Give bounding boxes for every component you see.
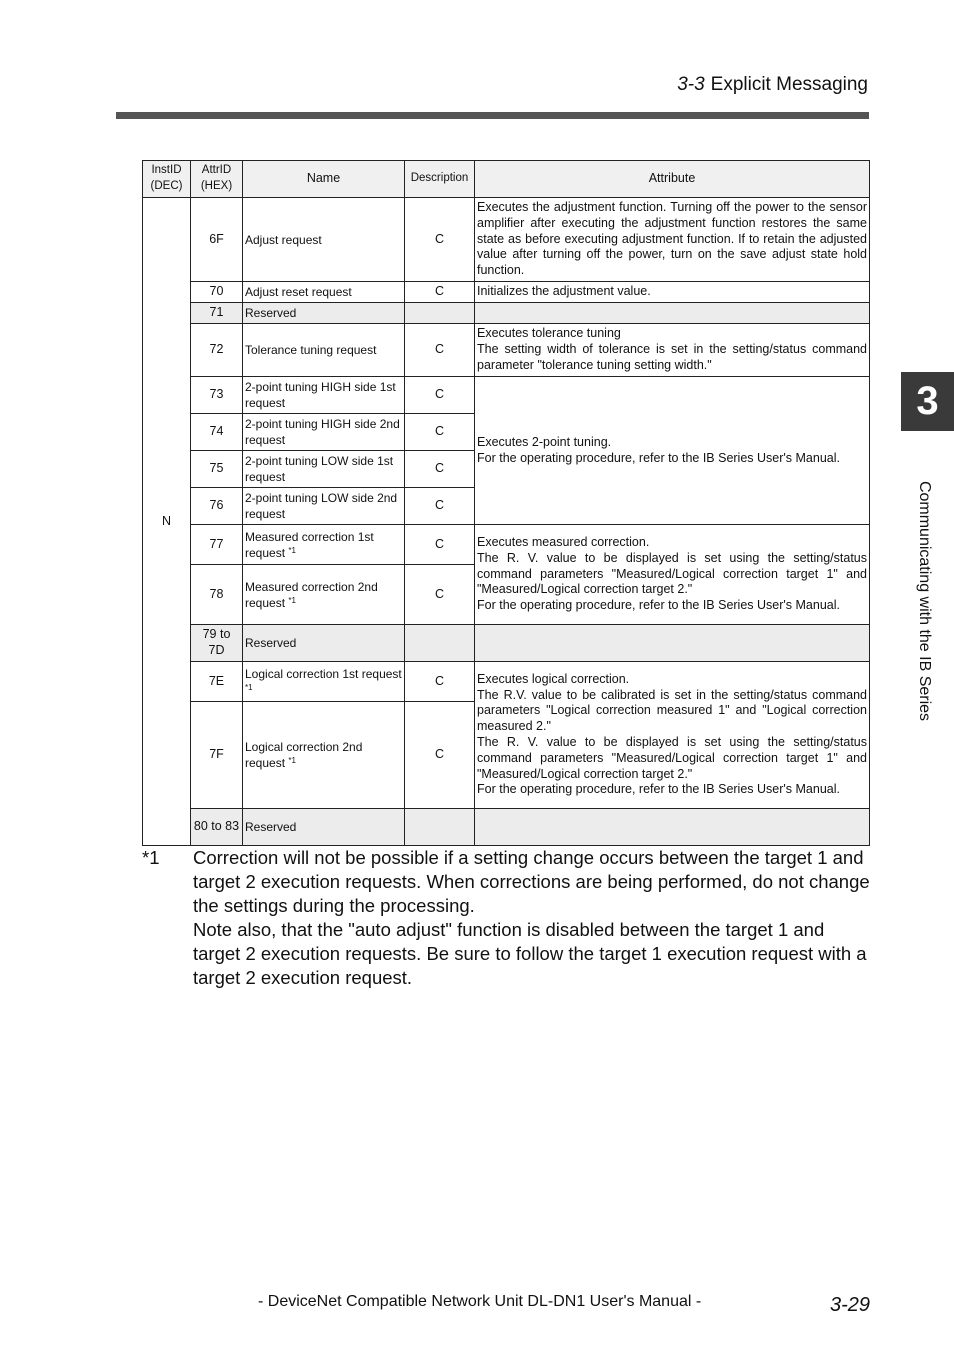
- attrid-cell: 73: [191, 377, 243, 414]
- footnote-text: Correction will not be possible if a setting change occurs between the target 1 and target 2 execution requests. When corrections are being performed, do not change the settings during the processing. Note also, that the "auto adjust" function is disabled between the target 1 and target 2 execution requests. Be sure to follow the target 1 execution request with a target 2 execution request.: [193, 847, 870, 988]
- desc-cell: C: [405, 662, 475, 702]
- attrid-cell: 79 to 7D: [191, 625, 243, 662]
- table-row: [143, 662, 870, 702]
- attribute-cell: [475, 625, 870, 662]
- name-cell: [243, 565, 405, 625]
- desc-cell: C: [405, 198, 475, 282]
- name-cell: [243, 662, 405, 702]
- table-row: [143, 324, 870, 377]
- footnote-ref: *1: [288, 595, 296, 605]
- chapter-side-label: Communicating with the IB Series: [916, 480, 933, 722]
- desc-cell: C: [405, 525, 475, 565]
- desc-cell: [405, 303, 475, 324]
- name-cell: [243, 525, 405, 565]
- name-text: Measured correction 2nd request: [245, 579, 378, 610]
- desc-cell: C: [405, 282, 475, 303]
- table-row-reserved: [143, 303, 870, 324]
- attribute-cell: Initializes the adjustment value.: [475, 282, 870, 303]
- desc-cell: C: [405, 702, 475, 809]
- table-row: [143, 198, 870, 282]
- header-instid: InstID (DEC): [143, 161, 191, 198]
- attribute-cell: [475, 809, 870, 846]
- section-number: 3-3: [677, 74, 705, 95]
- attribute-cell: [475, 303, 870, 324]
- header-attrid: AttrID (HEX): [191, 161, 243, 198]
- header-description: Description: [405, 161, 475, 198]
- table-row: [143, 377, 870, 414]
- name-text: Measured correction 1st request: [245, 529, 374, 560]
- name-text: Logical correction 1st request: [245, 666, 402, 681]
- table-header-row: [143, 161, 870, 198]
- footnote-ref: *1: [245, 682, 253, 692]
- table-row-reserved: [143, 809, 870, 846]
- desc-cell: C: [405, 451, 475, 488]
- footnote-ref: *1: [288, 545, 296, 555]
- desc-cell: C: [405, 414, 475, 451]
- footnote-mark: *1: [142, 847, 160, 868]
- name-cell: Adjust request: [243, 198, 405, 282]
- attrid-cell: 6F: [191, 198, 243, 282]
- attrid-cell: 72: [191, 324, 243, 377]
- name-cell: 2-point tuning LOW side 1st request: [243, 451, 405, 488]
- footnote-ref: *1: [288, 756, 296, 765]
- footnote: [142, 846, 872, 990]
- desc-cell: C: [405, 565, 475, 625]
- attrid-cell: 75: [191, 451, 243, 488]
- table-row: [143, 282, 870, 303]
- attribute-cell: Executes the adjustment function. Turning off the power to the sensor amplifier after executing the adjustment function restores the same state as before executing adjustment function. If to retain the adjusted value after turning off the power, turn on the save adjust state hold function.: [475, 198, 870, 282]
- desc-cell: C: [405, 377, 475, 414]
- section-title: Explicit Messaging: [710, 74, 868, 95]
- name-cell: [243, 702, 405, 809]
- section-header: [677, 74, 868, 96]
- name-cell: 2-point tuning LOW side 2nd request: [243, 488, 405, 525]
- attribute-cell: Executes logical correction. The R.V. value to be calibrated is set in the setting/status command parameters "Logical correction measured 1" and "Logical correction measured 2." The R. V. value to be displayed is set using the setting/status command parameters "Measured/Logical correction target 1" and "Measured/Logical correction target 2." For the operating procedure, refer to the IB Series User's Manual.: [475, 662, 870, 809]
- name-cell: Reserved: [243, 809, 405, 846]
- desc-cell: [405, 625, 475, 662]
- attribute-cell: Executes 2-point tuning. For the operating procedure, refer to the IB Series User's Manual.: [475, 377, 870, 525]
- header-name: Name: [243, 161, 405, 198]
- attrid-cell: 80 to 83: [191, 809, 243, 846]
- name-cell: Tolerance tuning request: [243, 324, 405, 377]
- desc-cell: [405, 809, 475, 846]
- header-attribute: Attribute: [475, 161, 870, 198]
- table-row-reserved: [143, 625, 870, 662]
- attrid-cell: 77: [191, 525, 243, 565]
- attrid-cell: 74: [191, 414, 243, 451]
- name-cell: Reserved: [243, 625, 405, 662]
- name-cell: Adjust reset request: [243, 282, 405, 303]
- attribute-table: [142, 160, 870, 846]
- desc-cell: C: [405, 488, 475, 525]
- page-number: 3-29: [829, 1294, 870, 1316]
- table-row: [143, 525, 870, 565]
- attrid-cell: 76: [191, 488, 243, 525]
- attrid-cell: 70: [191, 282, 243, 303]
- instid-cell: N: [143, 198, 191, 846]
- attribute-cell: Executes tolerance tuning The setting width of tolerance is set in the setting/status command parameter "tolerance tuning setting width.": [475, 324, 870, 377]
- name-cell: 2-point tuning HIGH side 2nd request: [243, 414, 405, 451]
- attrid-cell: 71: [191, 303, 243, 324]
- header-rule: [116, 112, 869, 119]
- attrid-cell: 7F: [191, 702, 243, 809]
- name-text: Logical correction 2nd request: [245, 740, 363, 770]
- name-cell: 2-point tuning HIGH side 1st request: [243, 377, 405, 414]
- footer-manual-title: - DeviceNet Compatible Network Unit DL-DN1 User's Manual -: [258, 1293, 702, 1310]
- name-cell: Reserved: [243, 303, 405, 324]
- chapter-tab: 3: [901, 372, 954, 431]
- attrid-cell: 7E: [191, 662, 243, 702]
- desc-cell: C: [405, 324, 475, 377]
- attrid-cell: 78: [191, 565, 243, 625]
- attribute-cell: Executes measured correction. The R. V. value to be displayed is set using the setting/status command parameters "Measured/Logical correction target 1" and "Measured/Logical correction target 2." For the operating procedure, refer to the IB Series User's Manual.: [475, 525, 870, 625]
